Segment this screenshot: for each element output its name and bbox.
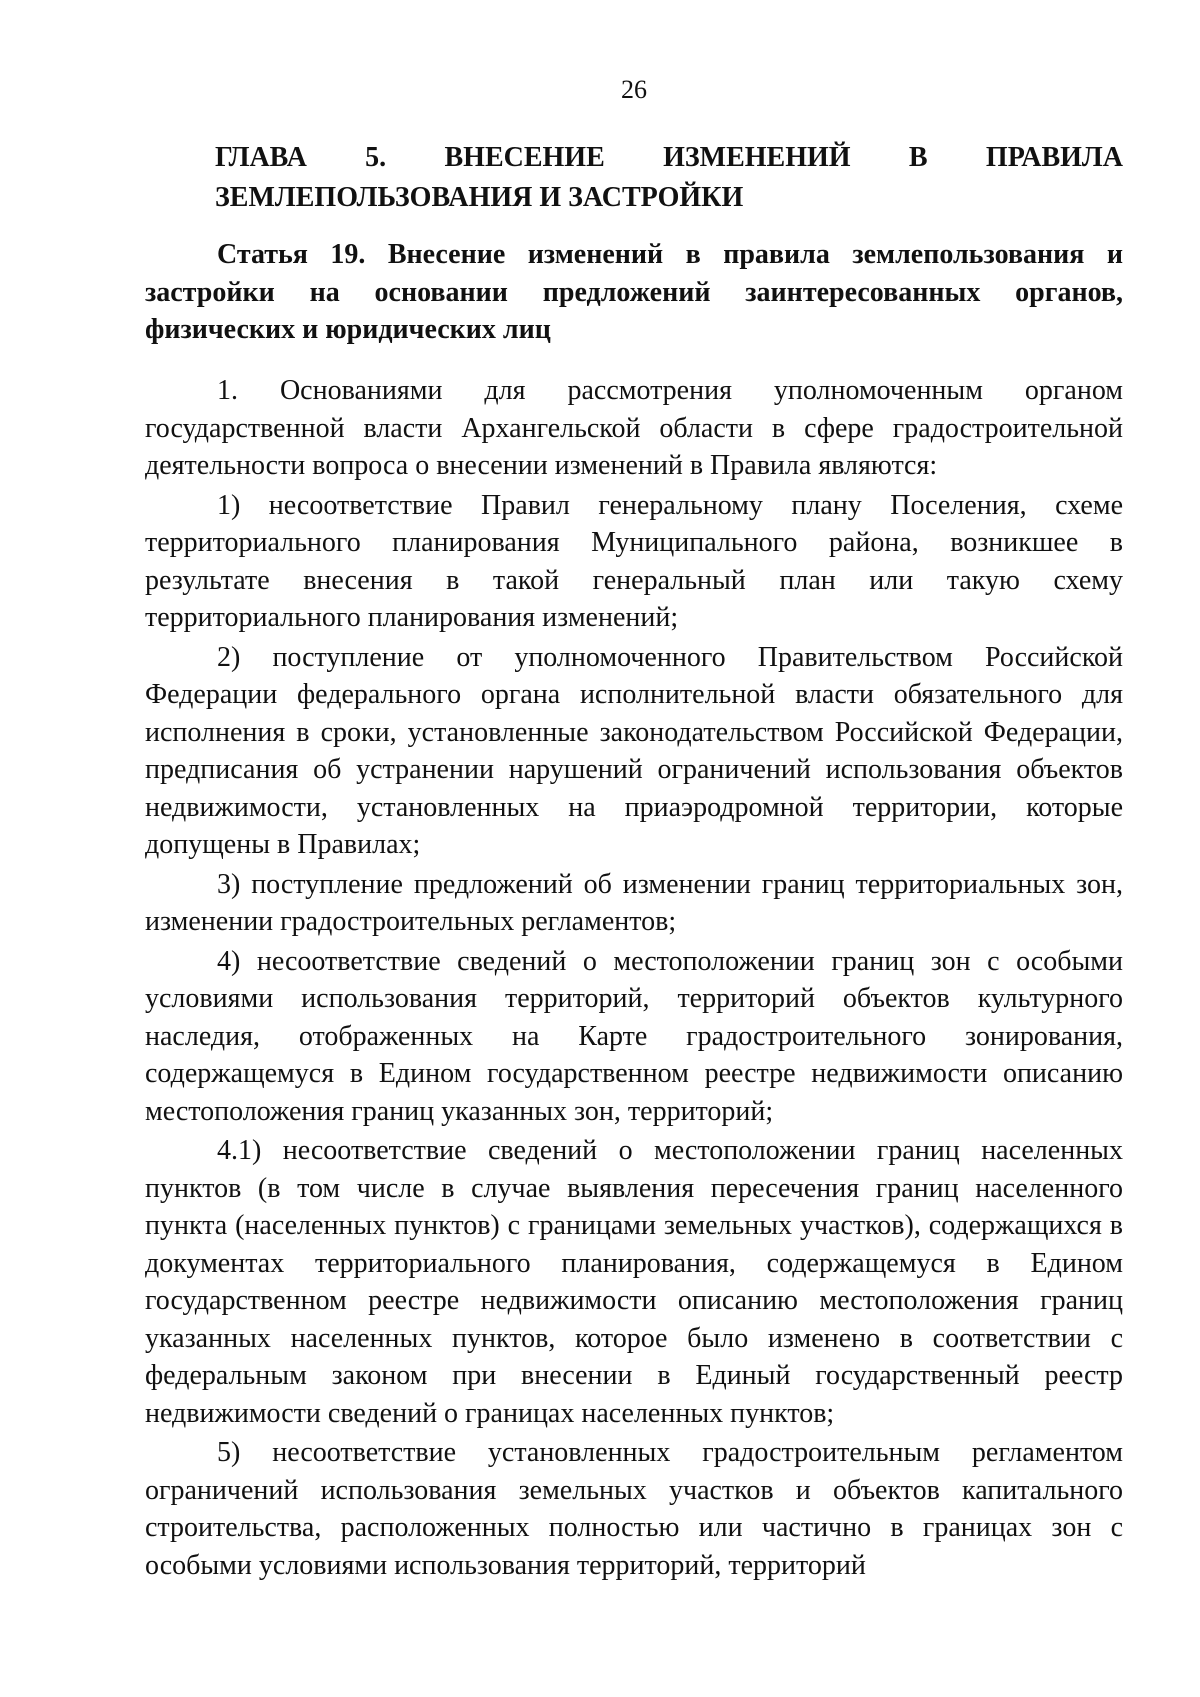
list-item-4-1: 4.1) несоответствие сведений о местоположении границ населенных пунктов (в том числе в случае выявления пересечения границ населенного пункта (населенных пунктов) с границами земельных участков), содержащихся в документах территориального планирования, содержащемуся в Едином государственном реестре недвижимости описанию местоположения границ указанных населенных пунктов, которое было изменено в соответствии с федеральным законом при внесении в Единый государственный реестр недвижимости сведений о границах населенных пунктов; — [145, 1135, 1123, 1429]
chapter-title — [215, 138, 1123, 218]
list-item-3: 3) поступление предложений об изменении границ территориальных зон, изменении градостроительных регламентов; — [145, 868, 1123, 937]
page-number: 26 — [621, 75, 647, 104]
list-item-4: 4) несоответствие сведений о местоположении границ зон с особыми условиями использования территорий, территорий объектов культурного наследия, отображенных на Карте градостроительного зонирования, содержащемуся в Едином государственном реестре недвижимости описанию местоположения границ указанных зон, территорий; — [145, 945, 1123, 1127]
list-item-5: 5) несоответствие установленных градостроительным регламентом ограничений использования земельных участков и объектов капитального строительства, расположенных полностью или частично в границах зон с особыми условиями использования территорий, территорий — [145, 1437, 1123, 1581]
chapter-title-line-1: ГЛАВА 5. ВНЕСЕНИЕ ИЗМЕНЕНИЙ В ПРАВИЛА — [215, 142, 1123, 173]
list-item-1: 1) несоответствие Правил генеральному плану Поселения, схеме территориального планирования Муниципального района, возникшее в результате внесения в такой генеральный план или такую схему территориального планирования изменений; — [145, 489, 1123, 633]
chapter-title-line-2: ЗЕМЛЕПОЛЬЗОВАНИЯ И ЗАСТРОЙКИ — [215, 182, 744, 213]
list-item-2: 2) поступление от уполномоченного Правительством Российской Федерации федерального органа исполнительной власти обязательного для исполнения в сроки, установленные законодательством Российской Федерации, предписания об устранении нарушений ограничений использования объектов недвижимости, установленных на приаэродромной территории, которые допущены в Правилах; — [145, 641, 1123, 860]
article-body — [145, 372, 1123, 1586]
article-title: Статья 19. Внесение изменений в правила землепользования и застройки на основании предложений заинтересованных органов, физических и юридических лиц — [145, 239, 1123, 345]
paragraph-1: 1. Основаниями для рассмотрения уполномоченным органом государственной власти Архангельской области в сфере градостроительной деятельности вопроса о внесении изменений в Правила являются: — [145, 375, 1123, 481]
